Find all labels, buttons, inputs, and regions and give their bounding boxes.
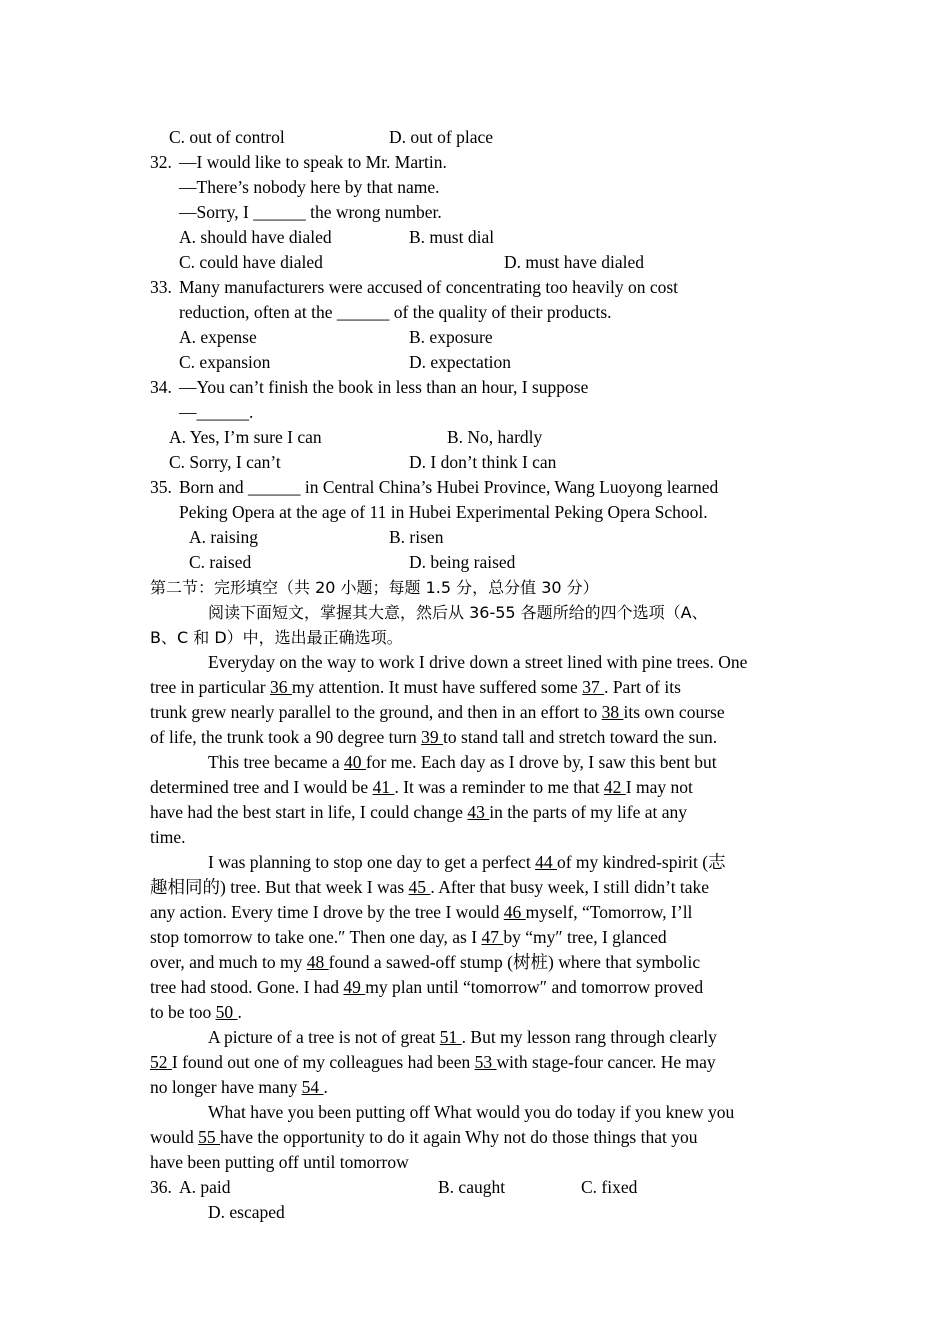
blank-47: 47 bbox=[481, 927, 504, 947]
q33-option-a: A. expense bbox=[179, 327, 257, 347]
q33-option-b: B. exposure bbox=[409, 327, 493, 347]
section-heading: 第二节：完形填空（共 20 小题；每题 1.5 分，总分值 30 分） bbox=[150, 578, 599, 597]
q32-line: —There’s nobody here by that name. bbox=[179, 177, 440, 197]
q32-number: 32. bbox=[150, 152, 172, 172]
q32-line: —Sorry, I ______ the wrong number. bbox=[179, 202, 442, 222]
passage-line: A picture of a tree is not of great 51 . But my lesson rang through clearly bbox=[208, 1027, 717, 1047]
blank-45: 45 bbox=[408, 877, 431, 897]
blank-52: 52 bbox=[150, 1052, 172, 1072]
q36-option-a: A. paid bbox=[179, 1177, 231, 1197]
passage-line: trunk grew nearly parallel to the ground, and then in an effort to 38 its own course bbox=[150, 702, 725, 722]
q34-line: —______. bbox=[179, 402, 254, 422]
blank-42: 42 bbox=[603, 777, 626, 797]
passage-line: Everyday on the way to work I drive down a street lined with pine trees. One bbox=[208, 652, 748, 672]
blank-51: 51 bbox=[439, 1027, 462, 1047]
blank-43: 43 bbox=[467, 802, 490, 822]
passage-line: This tree became a 40 for me. Each day as I drove by, I saw this bent but bbox=[208, 752, 717, 772]
blank-38: 38 bbox=[601, 702, 624, 722]
passage-line: tree in particular 36 my attention. It must have suffered some 37 . Part of its bbox=[150, 677, 681, 697]
q36-option-d: D. escaped bbox=[208, 1202, 285, 1222]
q33-line: Many manufacturers were accused of concentrating too heavily on cost bbox=[179, 277, 679, 297]
q36-number: 36. bbox=[150, 1177, 172, 1197]
passage-line: 52 I found out one of my colleagues had been 53 with stage-four cancer. He may bbox=[150, 1052, 716, 1072]
q31-option-c: C. out of control bbox=[169, 127, 285, 147]
q34-line: —You can’t finish the book in less than an hour, I suppose bbox=[179, 377, 589, 397]
blank-37: 37 bbox=[582, 677, 605, 697]
blank-55: 55 bbox=[198, 1127, 220, 1147]
blank-41: 41 bbox=[372, 777, 395, 797]
blank-54: 54 bbox=[301, 1077, 324, 1097]
section-instructions: 阅读下面短文，掌握其大意，然后从 36-55 各题所给的四个选项（A、 bbox=[208, 603, 708, 622]
q35-number: 35. bbox=[150, 477, 172, 497]
q34-option-b: B. No, hardly bbox=[447, 427, 543, 447]
q36-option-b: B. caught bbox=[438, 1177, 506, 1197]
passage-line: to be too 50 . bbox=[150, 1002, 242, 1022]
passage-line: of life, the trunk took a 90 degree turn 39 to stand tall and stretch toward the sun. bbox=[150, 727, 718, 747]
blank-48: 48 bbox=[306, 952, 329, 972]
passage-line: I was planning to stop one day to get a perfect 44 of my kindred-spirit (志 bbox=[208, 852, 726, 872]
blank-40: 40 bbox=[344, 752, 366, 772]
q35-option-b: B. risen bbox=[389, 527, 444, 547]
q32-option-b: B. must dial bbox=[409, 227, 495, 247]
blank-36: 36 bbox=[270, 677, 292, 697]
q31-option-d: D. out of place bbox=[389, 127, 493, 147]
q34-option-a: A. Yes, I’m sure I can bbox=[169, 427, 322, 447]
q35-option-c: C. raised bbox=[189, 552, 252, 572]
passage-line: no longer have many 54 . bbox=[150, 1077, 328, 1097]
q35-option-a: A. raising bbox=[189, 527, 259, 547]
q33-line: reduction, often at the ______ of the quality of their products. bbox=[179, 302, 612, 322]
passage-line: have been putting off until tomorrow bbox=[150, 1152, 409, 1172]
q33-number: 33. bbox=[150, 277, 172, 297]
passage-line: over, and much to my 48 found a sawed-off stump (树桩) where that symbolic bbox=[150, 952, 701, 972]
q33-option-d: D. expectation bbox=[409, 352, 512, 372]
passage-line: determined tree and I would be 41 . It was a reminder to me that 42 I may not bbox=[150, 777, 693, 797]
blank-44: 44 bbox=[535, 852, 557, 872]
q35-line: Peking Opera at the age of 11 in Hubei Experimental Peking Opera School. bbox=[179, 502, 708, 522]
q32-line: —I would like to speak to Mr. Martin. bbox=[179, 152, 447, 172]
q35-line: Born and ______ in Central China’s Hubei Province, Wang Luoyong learned bbox=[179, 477, 719, 497]
blank-50: 50 bbox=[215, 1002, 238, 1022]
passage-line: any action. Every time I drove by the tree I would 46 myself, “Tomorrow, I’ll bbox=[150, 902, 693, 922]
blank-46: 46 bbox=[503, 902, 526, 922]
q33-option-c: C. expansion bbox=[179, 352, 271, 372]
blank-53: 53 bbox=[474, 1052, 497, 1072]
q32-option-d: D. must have dialed bbox=[504, 252, 644, 272]
passage-line: What have you been putting off What would you do today if you knew you bbox=[208, 1102, 735, 1122]
passage-line: have had the best start in life, I could change 43 in the parts of my life at any bbox=[150, 802, 687, 822]
passage-line: 趣相同的) tree. But that week I was 45 . After that busy week, I still didn’t take bbox=[150, 877, 710, 897]
q34-option-c: C. Sorry, I can’t bbox=[169, 452, 281, 472]
q34-number: 34. bbox=[150, 377, 172, 397]
passage-line: would 55 have the opportunity to do it again Why not do those things that you bbox=[150, 1127, 698, 1147]
q32-option-c: C. could have dialed bbox=[179, 252, 323, 272]
passage-line: stop tomorrow to take one.″ Then one day, as I 47 by “my″ tree, I glanced bbox=[150, 927, 667, 947]
blank-49: 49 bbox=[343, 977, 366, 997]
passage-line: tree had stood. Gone. I had 49 my plan until “tomorrow″ and tomorrow proved bbox=[150, 977, 704, 997]
q35-option-d: D. being raised bbox=[409, 552, 516, 572]
passage-line: time. bbox=[150, 827, 186, 847]
section-instructions: B、C 和 D）中，选出最正确选项。 bbox=[150, 628, 403, 647]
q32-option-a: A. should have dialed bbox=[179, 227, 332, 247]
blank-39: 39 bbox=[421, 727, 444, 747]
q34-option-d: D. I don’t think I can bbox=[409, 452, 557, 472]
q36-option-c: C. fixed bbox=[581, 1177, 638, 1197]
